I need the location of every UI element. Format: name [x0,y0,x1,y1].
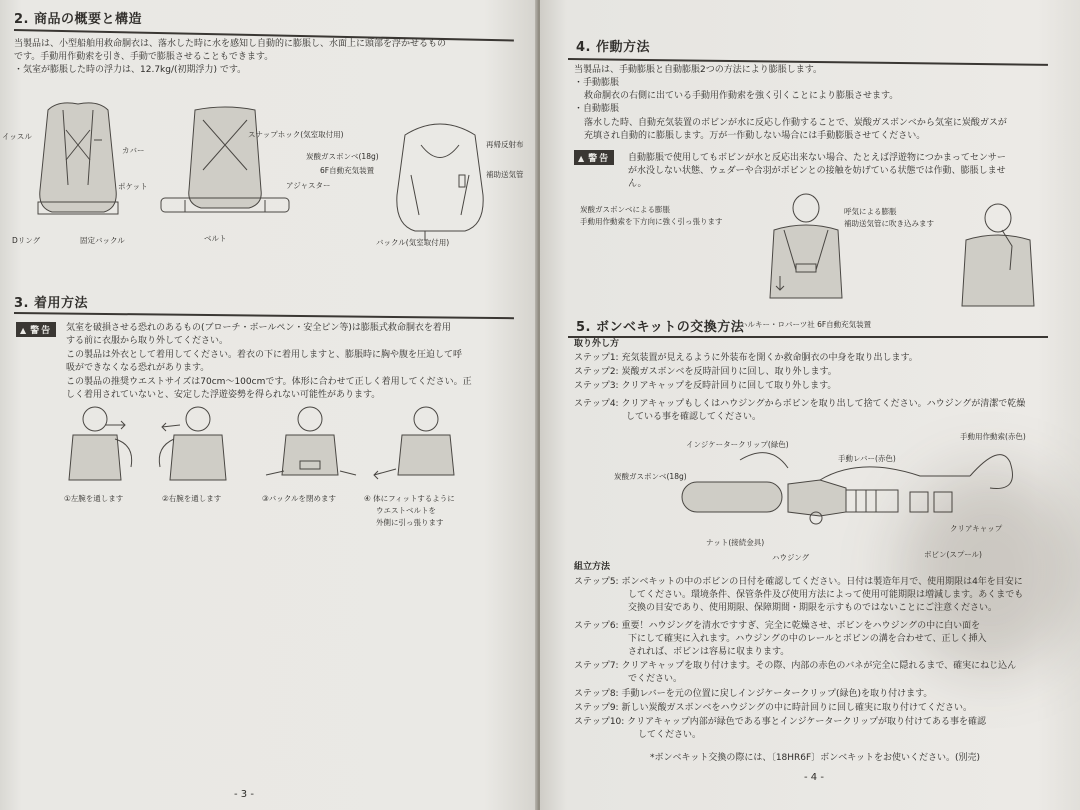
label-reflective: 再帰反射布 [486,140,524,149]
part-housing: ハウジング [772,553,810,562]
label-cylinder: 炭酸ガスボンベ(18g) [306,152,379,161]
remove-step-4: ステップ4: クリアキャップもしくはハウジングからボビンを取り出して捨てください。ハウジングが清潔で乾燥 [574,399,1026,409]
s4-line-5: 落水した時、自動充気装置のボビンが水に反応し作動することで、炭酸ガスボンベから気室に炭酸ガスが [584,118,1007,128]
s4-line-1: 当製品は、手動膨脹と自動膨脹2つの方法により膨脹します。 [574,65,823,75]
s3-line-5: この製品の推奨ウエストサイズは70cm〜100cmです。体形に合わせて正しく着用してください。正 [66,377,472,387]
label-auto-inflator: 6F自動充気装置 [320,166,375,175]
fig-a-caption-2: 手動用作動索を下方向に強く引っ張ります [580,217,723,226]
remove-step-2: ステップ2: 炭酸ガスボンベを反時計回りに回し、取り外します。 [574,367,837,377]
wear-step-4-figure [370,405,470,485]
warning-badge-right [574,150,614,165]
page-number-right: - 4 - [804,772,824,783]
assemble-title: 組立方法 [574,562,611,572]
assemble-step-9: ステップ9: 新しい炭酸ガスボンベをハウジングの中に時計回りに回し確実に取り付けてください。 [574,703,973,713]
s2-line-1: 当製品は、小型船舶用救命胴衣は、落水した時に水を感知し自動的に膨脹し、水面上に頭部を浮かせるもの [14,39,447,49]
wear-step-3-caption: ③バックルを閉めます [262,494,336,503]
hand-shadow [900,470,1080,670]
s3-line-6: しく着用されていないと、安定した浮遊姿勢を得られない可能性があります。 [66,390,381,400]
oral-inflation-figure [952,200,1042,308]
part-cord: 手動用作動索(赤色) [960,432,1026,441]
label-adjuster: アジャスター [286,181,331,190]
s4-line-6: 充填され自動的に膨脹します。万が一作動しない場合には手動膨脹させてください。 [584,131,926,141]
remove-step-4b: している事を確認してください。 [626,412,762,422]
wear-step-3-figure [260,405,360,485]
assemble-step-10: ステップ10: クリアキャップ内部が緑色である事とインジケータークリップが取り付けてある事を確認 [574,717,987,727]
part-cylinder: 炭酸ガスボンベ(18g) [614,472,687,481]
left-page [0,0,538,810]
warning-label: 警告 [30,326,53,336]
s2-line-3: ・気室が膨脹した時の浮力は、12.7kg/(初期浮力) です。 [14,65,247,75]
assemble-step-6c: されれば、ボビンは容易に収まります。 [628,647,790,657]
vest-illustration-front [8,90,148,240]
section-4-title: 4. 作動方法 [576,40,651,55]
part-lever: 手動レバー(赤色) [838,454,896,463]
label-oral-tube: 補助送気管 [486,170,524,179]
s3-line-3: この製品は外衣として着用してください。着衣の下に着用しますと、膨脹時に胸や腹を圧迫して呼 [66,350,463,360]
section-5-rule [568,336,1048,338]
fig-a-caption-1: 炭酸ガスボンベによる膨脹 [580,205,670,214]
section-5-title: 5. ボンベキットの交換方法 [576,320,745,335]
vest-illustration-back [155,100,295,240]
assemble-step-6b: 下にして確実に入れます。ハウジングの中のレールとボビンの溝を合わせて、正しく挿入 [628,634,987,644]
assemble-step-7: ステップ7: クリアキャップを取り付けます。その際、内部の赤色のバネが完全に隠れるまで、確実にねじ込ん [574,661,1017,671]
s2-line-2: です。手動用作動索を引き、手動で膨脹させることもできます。 [14,52,274,62]
manual-inflation-figure [760,190,850,300]
right-page [540,0,1080,810]
wear-step-2-figure [150,405,245,485]
section-5-subtitle: ハルキー・ロバーツ社 6F自動充気装置 [740,320,872,329]
s4-warn-line-1: 自動膨脹で使用してもボビンが水と反応出来ない場合、たとえば浮遊物につかまってセンサー [628,153,1006,163]
s3-line-2: する前に衣服から取り外してください。 [66,336,229,346]
label-snap-hook: スナップホック(気室取付用) [248,130,344,139]
fig-b-caption-1: 呼気による膨脹 [844,207,897,216]
section-3-title: 3. 着用方法 [14,296,89,311]
part-clear-cap: クリアキャップ [950,524,1003,533]
assemble-step-6: ステップ6: 重要！ハウジングを清水ですすぎ、完全に乾燥させ、ボビンをハウジングの中に白い面を [574,621,981,631]
remove-step-1: ステップ1: 充気装置が見えるように外装布を開くか救命胴衣の中身を取り出します。 [574,353,918,363]
label-muscle: イッスル [2,132,32,141]
warning-label: 警告 [588,154,611,164]
s4-line-2: ・手動膨脹 [574,78,620,88]
s3-line-1: 気室を破損させる恐れのあるもの(ブローチ・ボールペン・安全ピン等)は膨脹式救命胴衣を着用 [66,323,451,333]
assemble-step-5: ステップ5: ボンベキットの中のボビンの日付を確認してください。日付は製造年月で、使用期限は4年を目安に [574,577,1023,587]
wear-step-4-caption-2: ウエストベルトを [376,506,436,515]
assemble-step-5c: 交換の目安であり、使用期限、保障期間・期限を示すものではないことにご注意ください。 [628,603,998,613]
warning-triangle-icon: ▲ [20,326,29,335]
remove-step-3: ステップ3: クリアキャップを反時計回りに回して取り外します。 [574,381,837,391]
label-belt: ベルト [204,234,227,243]
fig-b-caption-2: 補助送気管に吹き込みます [844,219,934,228]
wear-step-4-caption-3: 外側に引っ張ります [376,518,444,527]
wear-step-1-figure [55,405,145,485]
s4-line-3: 救命胴衣の右側に出ている手動用作動索を強く引くことにより膨脹させます。 [584,91,899,101]
inflated-bladder-illustration [385,115,495,245]
s4-warn-line-2: が水没しない状態、ウェダーや合羽がボビンとの接触を妨げている状態では作動、膨脹しませ [628,166,1006,176]
warning-badge-left [16,322,56,337]
label-bladder-buckle: バックル(気室取付用) [376,238,450,247]
label-cover: カバー [122,146,145,155]
section-3-rule [14,312,514,319]
wear-step-2-caption: ②右腕を通します [162,494,222,503]
label-fixed-buckle: 固定バックル [80,236,125,245]
kit-note: *ボンベキット交換の際には、〔18HR6F〕ボンベキットをお使いください。(別売) [650,753,981,763]
s4-warn-line-3: ん。 [628,179,647,189]
wear-step-4-caption-1: ④ 体にフィットするように [364,494,455,503]
remove-title: 取り外し方 [574,339,620,349]
part-nut: ナット(接続金具) [706,538,765,547]
label-pocket: ポケット [118,182,148,191]
label-dring: Dリング [12,236,41,245]
warning-triangle-icon: ▲ [578,154,587,163]
section-2-title: 2. 商品の概要と構造 [14,12,143,27]
wear-step-1-caption: ①左腕を通します [64,494,124,503]
assemble-step-10b: してください。 [638,730,702,740]
assemble-step-8: ステップ8: 手動レバーを元の位置に戻しインジケータークリップ(緑色)を取り付けます。 [574,689,933,699]
part-bobbin: ボビン(スプール) [924,550,982,559]
assemble-step-5b: してください。環境条件、保管条件及び使用方法によって使用可能期限は増減します。あくまでも [628,590,1024,600]
assemble-step-7b: でください。 [628,674,683,684]
page-number-left: - 3 - [234,789,254,800]
s3-line-4: 吸ができなくなる恐れがあります。 [66,363,210,373]
s4-line-4: ・自動膨脹 [574,104,620,114]
part-indicator-clip: インジケータークリップ(緑色) [686,440,789,449]
